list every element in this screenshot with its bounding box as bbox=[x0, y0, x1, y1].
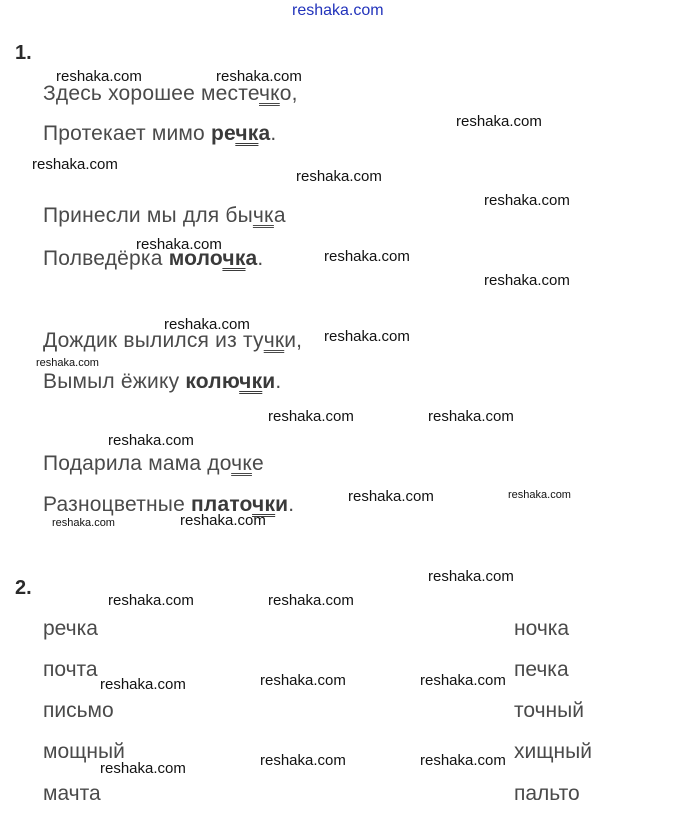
watermark: reshaka.com bbox=[296, 168, 382, 185]
watermark: reshaka.com bbox=[428, 408, 514, 425]
poem-line-3: Принесли мы для бычка bbox=[43, 204, 286, 227]
word-right-1: ночка bbox=[514, 617, 570, 640]
word-left-1: речка bbox=[43, 617, 98, 640]
watermark: reshaka.com bbox=[484, 272, 570, 289]
task-2-number: 2. bbox=[15, 577, 32, 599]
word-right-2: печка bbox=[514, 658, 569, 681]
watermark: reshaka.com bbox=[420, 752, 506, 769]
watermark: reshaka.com bbox=[100, 760, 186, 777]
watermark: reshaka.com bbox=[36, 357, 99, 369]
watermark: reshaka.com bbox=[348, 488, 434, 505]
watermark: reshaka.com bbox=[180, 512, 266, 529]
watermark: reshaka.com bbox=[32, 156, 118, 173]
poem-line-1: Здесь хорошее местечко, bbox=[43, 82, 298, 105]
word-right-3: точный bbox=[514, 699, 584, 722]
poem-line-2: Протекает мимо речка. bbox=[43, 122, 277, 145]
poem-line-5: Дождик вылился из тучки, bbox=[43, 329, 303, 352]
watermark: reshaka.com bbox=[136, 236, 222, 253]
watermark: reshaka.com bbox=[100, 676, 186, 693]
poem-line-7: Подарила мама дочке bbox=[43, 452, 264, 475]
word-right-5: пальто bbox=[514, 782, 580, 805]
watermark: reshaka.com bbox=[268, 408, 354, 425]
poem-line-6: Вымыл ёжику колючки. bbox=[43, 370, 282, 393]
watermark: reshaka.com bbox=[108, 592, 194, 609]
watermark: reshaka.com bbox=[260, 672, 346, 689]
word-left-3: письмо bbox=[43, 699, 114, 722]
watermark: reshaka.com bbox=[164, 316, 250, 333]
word-left-4: мощный bbox=[43, 740, 125, 763]
word-left-5: мачта bbox=[43, 782, 101, 805]
watermark: reshaka.com bbox=[324, 328, 410, 345]
word-left-2: почта bbox=[43, 658, 98, 681]
word-right-4: хищный bbox=[514, 740, 592, 763]
watermark: reshaka.com bbox=[420, 672, 506, 689]
watermark: reshaka.com bbox=[484, 192, 570, 209]
watermark: reshaka.com bbox=[52, 517, 115, 529]
poem-line-8: Разноцветные платочки. bbox=[43, 493, 295, 516]
watermark: reshaka.com bbox=[324, 248, 410, 265]
watermark: reshaka.com bbox=[268, 592, 354, 609]
watermark: reshaka.com bbox=[260, 752, 346, 769]
watermark: reshaka.com bbox=[108, 432, 194, 449]
watermark: reshaka.com bbox=[456, 113, 542, 130]
watermark: reshaka.com bbox=[216, 68, 302, 85]
watermark: reshaka.com bbox=[508, 489, 571, 501]
poem-line-4: Полведёрка молочка. bbox=[43, 247, 264, 270]
header-site-link[interactable]: reshaka.com bbox=[292, 2, 384, 19]
watermark: reshaka.com bbox=[56, 68, 142, 85]
task-1-number: 1. bbox=[15, 42, 32, 64]
watermark: reshaka.com bbox=[428, 568, 514, 585]
